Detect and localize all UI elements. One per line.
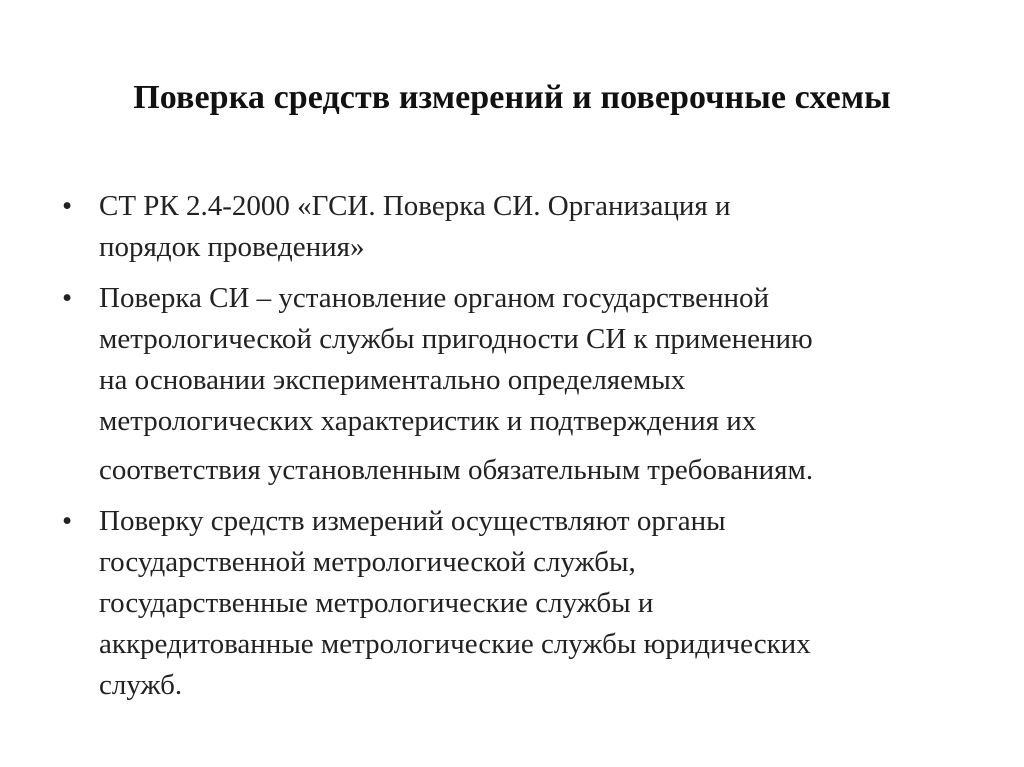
bullet-text-line: государственные метрологические службы и bbox=[99, 587, 654, 619]
bullet-text-line: метрологических характеристик и подтверждения их bbox=[99, 405, 757, 437]
bullet-text-line: порядок проведения» bbox=[99, 231, 365, 263]
bullet-dot-icon: • bbox=[62, 505, 73, 537]
bullet-text-line: аккредитованные метрологические службы юридических bbox=[99, 628, 811, 660]
bullet-text-line: на основании экспериментально определяемых bbox=[99, 364, 686, 396]
bullet-text-line: служб. bbox=[99, 669, 183, 701]
bullet-text-line: Поверка СИ – установление органом государственной bbox=[99, 282, 770, 314]
bullet-text-line: государственной метрологической службы, bbox=[99, 546, 636, 578]
bullet-dot-icon: • bbox=[62, 190, 73, 222]
bullet-item bbox=[62, 278, 962, 491]
slide-title: Поверка средств измерений и поверочные схемы bbox=[133, 79, 891, 116]
bullet-item bbox=[62, 501, 962, 706]
bullet-text-line: СТ РК 2.4-2000 «ГСИ. Поверка СИ. Организация и bbox=[99, 190, 731, 222]
bullet-item bbox=[62, 186, 962, 268]
bullet-text-line: соответствия установленным обязательным требованиям. bbox=[99, 454, 814, 486]
bullet-dot-icon: • bbox=[62, 282, 73, 314]
bullet-text-line: Поверку средств измерений осуществляют органы bbox=[99, 505, 726, 537]
bullet-text-line: метрологической службы пригодности СИ к применению bbox=[99, 323, 813, 355]
bullet-list bbox=[62, 186, 962, 706]
